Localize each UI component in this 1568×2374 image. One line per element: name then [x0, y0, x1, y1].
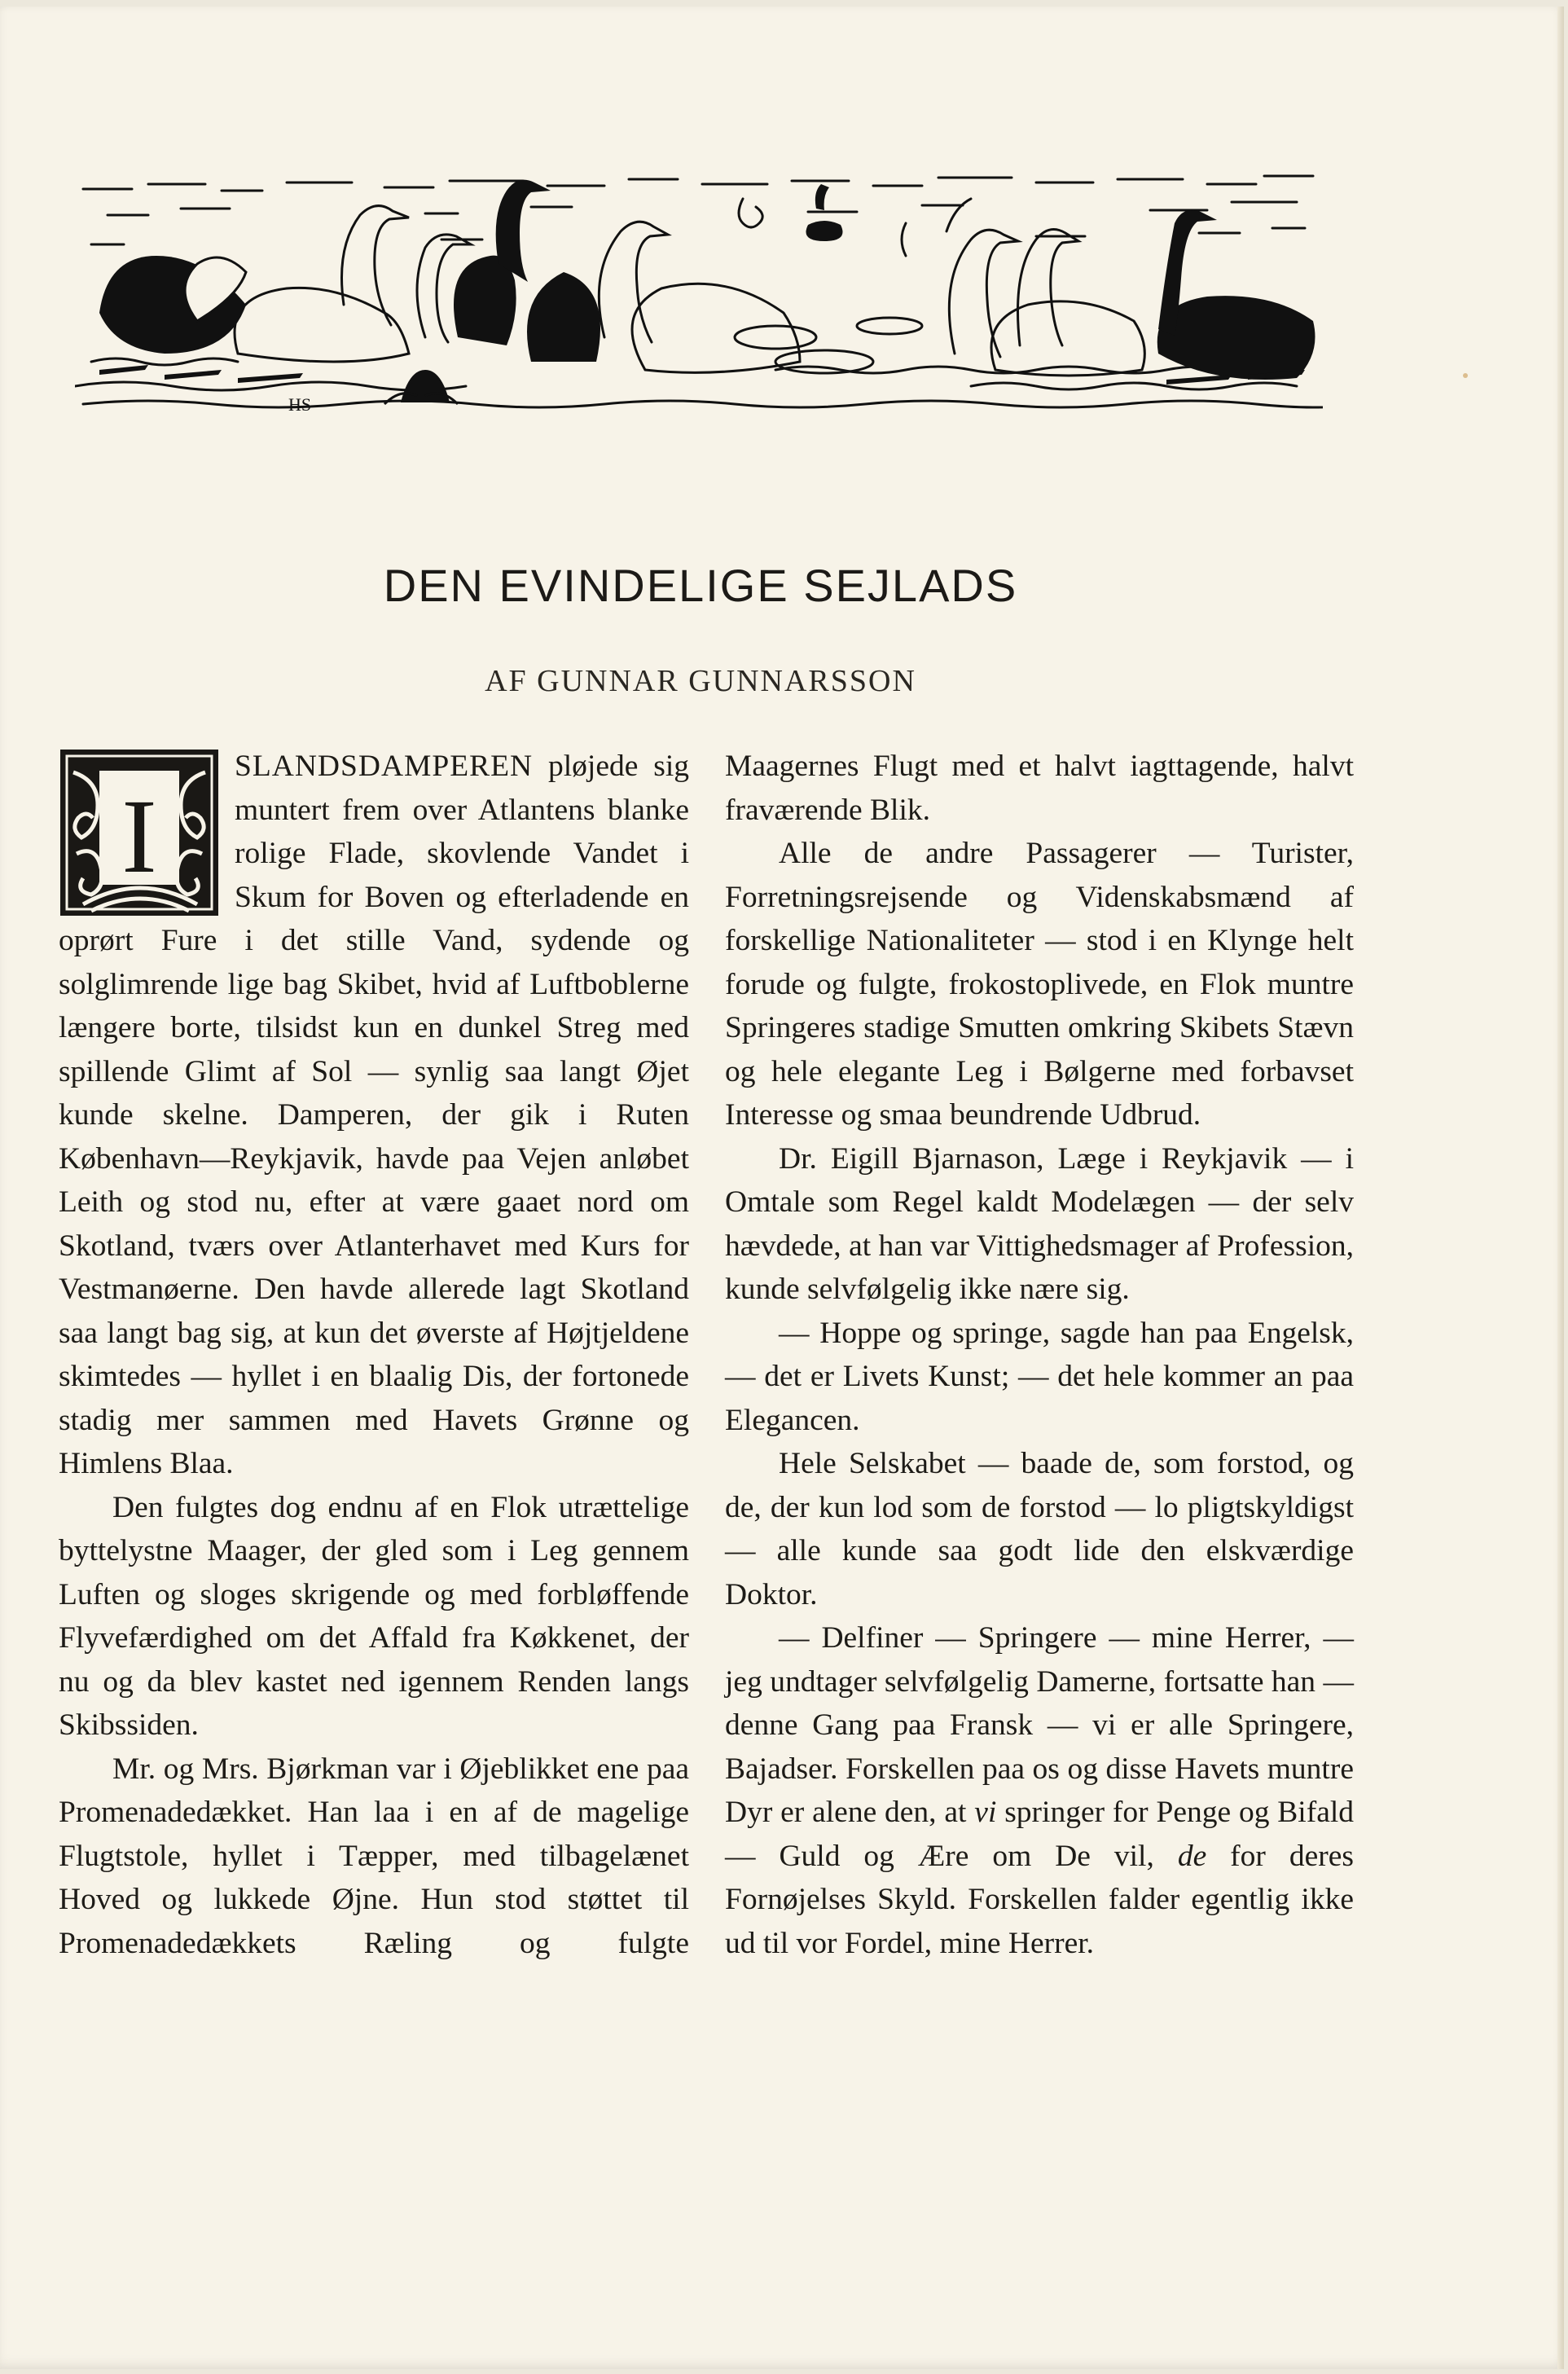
paragraph: — Hoppe og springe, sagde han paa Engelsk, — det er Livets Kunst; — det hele kommer an paa Elegancen. [725, 1316, 1354, 1437]
paragraph: Alle de andre Passagerer — Turister, Forretningsrejsende og Videnskabsmænd af forskellige Nationaliteter — stod i en Klynge helt forude og fulgte, frokostoplivede, en Flok muntre Springeres stadige Smutten omkring Skibets Stævn og hele elegante Leg i Bølgerne med forbavset Interesse og smaa beundrende Udbrud. [725, 837, 1354, 1132]
paragraph-text: for deres Fornøjelses Skyld. Forskellen falder egentlig ikke ud til vor Fordel, mine Herrer. [725, 1839, 1354, 1960]
paragraph: Dr. Eigill Bjarnason, Læge i Reykjavik — i Omtale som Regel kaldt Modelægen — der selv hævdede, at han var Vittighedsmager af Profession, kunde selvfølgelig ikke nære sig. [725, 1141, 1354, 1306]
emphasis: vi [974, 1796, 997, 1829]
paragraph: Den fulgtes dog endnu af en Flok utrættelige byttelystne Maager, der gled som i Leg gennem Luften og sloges skrigende og med forbløffende Flyvefærdighed om det Affald fra Køkkenet, der nu og da blev kastet ned igennem Renden langs Skibssiden. [59, 1490, 689, 1742]
article-byline: AF GUNNAR GUNNARSSON [485, 664, 916, 698]
speck [1463, 373, 1468, 378]
paragraph [59, 745, 689, 1486]
dropcap-ornament [59, 748, 220, 917]
paragraph: Hele Selskabet — baade de, som forstod, og de, der kun lod som de forstod — lo pligtskyldigst — alle kunde saa godt lide den elskværdige Doktor. [725, 1447, 1354, 1611]
swans-illustration [75, 166, 1323, 420]
page [0, 7, 1564, 2369]
monogram: HS [288, 394, 312, 415]
article-title: DEN EVINDELIGE SEJLADS [383, 560, 1018, 611]
page-edge [1557, 7, 1564, 2369]
paragraph [725, 1616, 1354, 1965]
paragraph: Maagernes Flugt med et halvt iagttagende, halvt fraværende Blik. [725, 750, 1354, 827]
lead-word: SLANDSDAMPEREN [235, 750, 534, 783]
right-column [725, 745, 1354, 1965]
dropcap-letter: I [121, 778, 157, 895]
paragraph-text: pløjede sig muntert frem over Atlantens blanke rolige Flade, skovlende Vandet i Skum for Boven og efterladende en oprørt Fure i det stille Vand, sydende og solglimrende lige bag Skibet, hvid af Luftboblerne længere borte, tilsidst kun en dunkel Streg med spillende Glimt af Sol — synlig saa langt Øjet kunde skelne. Damperen, der gik i Ruten København—Reykjavik, havde paa Vejen anløbet Leith og stod nu, efter at være gaaet nord om Skotland, tværs over Atlanterhavet med Kurs for Vestmanøerne. Den havde allerede lagt Skotland saa langt bag sig, at kun det øverste af Højtjeldene skimtedes — hyllet i en blaalig Dis, der fortonede stadig mer sammen med Havets Grønne og Himlens Blaa. [59, 750, 689, 1480]
paragraph-text: — Delfiner — Springere — mine Herrer, — jeg undtager selvfølgelig Damerne, fortsatte han — denne Gang paa Fransk — vi er alle Springere, Bajadser. Forskellen paa os og disse Havets muntre Dyr er alene den, at [725, 1621, 1354, 1829]
paragraph-text: springer for Penge og Bifald — Guld og Ære om De vil, [725, 1796, 1355, 1873]
emphasis: de [1177, 1839, 1207, 1873]
paragraph: Mr. og Mrs. Bjørkman var i Øjeblikket ene paa Promenadedækket. Han laa i en af de magelige Flugtstole, hyllet i Tæpper, med tilbagelænet Hoved og lukkede Øjne. Hun stod støttet til Promenadedækkets Ræling og fulgte [59, 1752, 689, 1960]
left-column [59, 745, 689, 1965]
